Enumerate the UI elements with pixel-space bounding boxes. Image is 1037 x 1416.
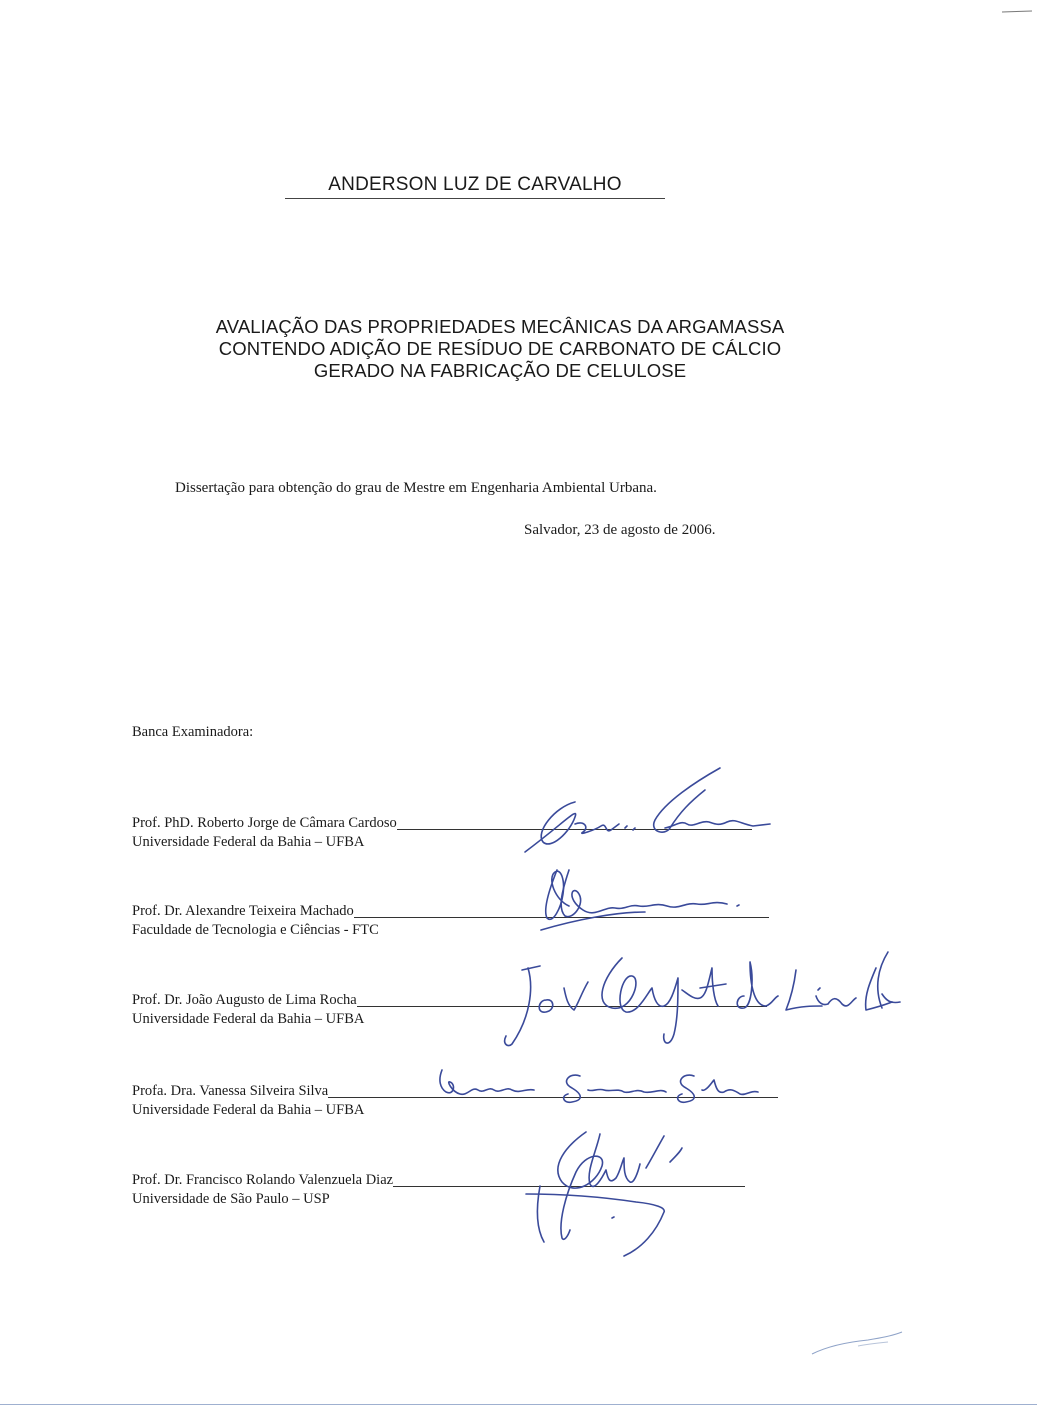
member-name: Prof. Dr. Alexandre Teixeira Machado xyxy=(132,903,354,919)
member-institution: Faculdade de Tecnologia e Ciências - FTC xyxy=(132,922,379,938)
member-institution: Universidade Federal da Bahia – UFBA xyxy=(132,834,365,850)
dissertation-title xyxy=(120,316,880,382)
committee-member xyxy=(132,814,852,852)
signature-line xyxy=(393,1172,745,1187)
title-line: CONTENDO ADIÇÃO DE RESÍDUO DE CARBONATO DE CÁLCIO xyxy=(218,338,782,359)
member-name: Prof. PhD. Roberto Jorge de Câmara Cardoso xyxy=(132,815,397,831)
signature-line xyxy=(397,815,752,830)
dissertation-purpose: Dissertação para obtenção do grau de Mestre em Engenharia Ambiental Urbana. xyxy=(175,480,657,496)
committee-member xyxy=(132,902,852,940)
member-name: Prof. Dr. Francisco Rolando Valenzuela Diaz xyxy=(132,1172,394,1188)
signature-line xyxy=(354,903,769,918)
scan-mark-bottom xyxy=(808,1326,908,1358)
author-name: ANDERSON LUZ DE CARVALHO xyxy=(285,174,665,199)
committee-member xyxy=(132,991,852,1029)
title-line: GERADO NA FABRICAÇÃO DE CELULOSE xyxy=(313,360,687,381)
member-name: Prof. Dr. João Augusto de Lima Rocha xyxy=(132,992,357,1008)
committee-member xyxy=(132,1171,852,1209)
signature-line xyxy=(328,1083,778,1098)
scan-mark-top xyxy=(1000,6,1034,16)
member-name: Profa. Dra. Vanessa Silveira Silva xyxy=(132,1083,329,1099)
member-institution: Universidade Federal da Bahia – UFBA xyxy=(132,1102,365,1118)
banca-label: Banca Examinadora: xyxy=(132,724,254,740)
member-institution: Universidade Federal da Bahia – UFBA xyxy=(132,1011,365,1027)
date-line: Salvador, 23 de agosto de 2006. xyxy=(524,522,716,538)
page-bottom-edge xyxy=(0,1404,1037,1405)
committee-member xyxy=(132,1082,852,1120)
title-line: AVALIAÇÃO DAS PROPRIEDADES MECÂNICAS DA ARGAMASSA xyxy=(215,316,785,337)
member-institution: Universidade de São Paulo – USP xyxy=(132,1191,330,1207)
signature-line xyxy=(357,992,767,1007)
